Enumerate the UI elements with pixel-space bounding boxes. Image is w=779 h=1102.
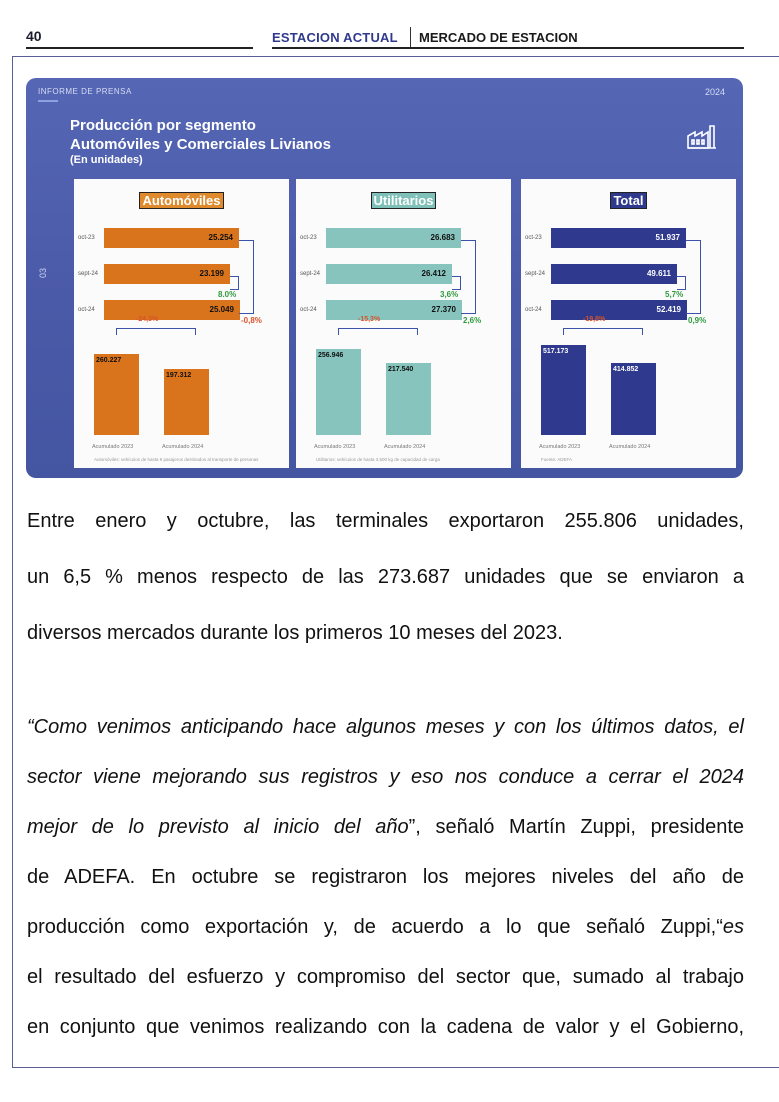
segment-panel-title	[521, 192, 736, 210]
text-line	[27, 716, 744, 739]
accumulated-change: -24,3%	[136, 316, 159, 323]
text-line: Entre enero y octubre, las terminales exportaron 255.806 unidades,	[27, 510, 744, 532]
accumulated-bar	[316, 349, 361, 435]
accumulated-change: -19,8%	[583, 316, 606, 323]
text-line: el resultado del esfuerzo y compromiso del sector que, sumado al trabajo	[27, 966, 744, 988]
accumulated-bar	[541, 345, 586, 435]
accumulated-bracket	[338, 328, 418, 335]
text-line: en conjunto que venimos realizando con la cadena de valor y el Gobierno,	[27, 1016, 744, 1038]
report-tag-underline	[38, 100, 58, 102]
month-bar	[326, 300, 462, 320]
text-line: un 6,5 % menos respecto de las 273.687 unidades que se enviaron a	[27, 566, 744, 588]
month-bar-value: 25.254	[208, 233, 233, 242]
mom-connector	[452, 276, 461, 290]
segment-title-label: Total	[610, 192, 646, 209]
header-rule-right	[272, 47, 744, 49]
accumulated-bracket	[563, 328, 643, 335]
month-bar	[104, 300, 240, 320]
accumulated-label: Acumulado 2024	[384, 444, 426, 450]
segment-panel-title	[296, 192, 511, 210]
month-bar-value: 49.611	[646, 269, 671, 278]
accumulated-change: -15,3%	[358, 316, 381, 323]
month-bar-value: 25.049	[209, 305, 234, 314]
accumulated-value: 217.540	[388, 366, 414, 373]
body-text: producción como exportación y, de acuerdo a lo que señaló Zuppi,“	[27, 916, 723, 938]
month-bar	[551, 300, 687, 320]
text-line: de ADEFA. En octubre se registraron los mejores niveles del año de	[27, 866, 744, 888]
month-bar	[104, 264, 230, 284]
report-year: 2024	[704, 87, 725, 97]
accumulated-label: Acumulado 2024	[162, 444, 204, 450]
page-frame-left	[12, 56, 13, 1068]
segment-panel-title	[74, 192, 289, 210]
attribution-text: ”, señaló Martín Zuppi, presidente	[408, 816, 745, 838]
month-bar	[104, 228, 239, 248]
press-report-figure	[26, 78, 743, 478]
report-tag: INFORME DE PRENSA	[38, 87, 132, 96]
report-subtitle: (En unidades)	[70, 154, 143, 166]
panel-footnote: Automóviles: vehículos de hasta 9 pasajeros destinados al transporte de personas	[94, 457, 259, 462]
month-label: oct-23	[525, 235, 542, 241]
yoy-connector	[461, 240, 476, 314]
text-line	[27, 816, 744, 839]
factory-icon	[686, 122, 718, 150]
page-frame-bottom	[12, 1067, 779, 1068]
page-number: 40	[26, 28, 42, 44]
quote-text: mejor de lo previsto al inicio del año	[27, 816, 409, 838]
month-bar	[326, 228, 461, 248]
accumulated-label: Acumulado 2024	[609, 444, 651, 450]
header-separator	[410, 27, 411, 47]
report-title	[70, 116, 331, 154]
month-bar-value: 26.683	[430, 233, 455, 242]
month-bar-value: 27.370	[431, 305, 456, 314]
mom-connector	[230, 276, 239, 290]
quote-text: “Como venimos anticipando hace algunos meses y con los últimos datos, el	[27, 716, 744, 738]
yoy-connector	[686, 240, 701, 314]
month-bar	[551, 264, 677, 284]
accumulated-label: Acumulado 2023	[539, 444, 581, 450]
month-label: sept-24	[78, 271, 99, 277]
yoy-change: 0,9%	[688, 316, 707, 325]
yoy-change: -0,8%	[241, 316, 262, 325]
report-side-number: 03	[38, 267, 49, 279]
accumulated-value: 517.173	[543, 348, 569, 355]
report-title-line2: Automóviles y Comerciales Livianos	[70, 136, 331, 153]
segment-title-label: Automóviles	[139, 192, 223, 209]
month-bar	[551, 228, 686, 248]
month-label: sept-24	[300, 271, 321, 277]
segment-title-label: Utilitarios	[371, 192, 437, 209]
month-bar-value: 52.419	[656, 305, 681, 314]
segment-panel	[296, 179, 511, 468]
accumulated-bar	[164, 369, 209, 435]
panel-footnote: Utilitarios: vehículos de hasta 3.500 kg de capacidad de carga	[316, 457, 440, 462]
month-bar-value: 51.937	[655, 233, 680, 242]
yoy-change: 2,6%	[463, 316, 482, 325]
accumulated-bracket	[116, 328, 196, 335]
mom-connector	[677, 276, 686, 290]
accumulated-label: Acumulado 2023	[314, 444, 356, 450]
text-line	[27, 916, 744, 939]
subsection-title: MERCADO DE ESTACION	[419, 30, 578, 45]
header-rule-left	[26, 47, 253, 49]
mom-change: 3,6%	[440, 290, 459, 299]
accumulated-bar	[386, 363, 431, 435]
month-bar-value: 23.199	[199, 269, 224, 278]
report-title-line1: Producción por segmento	[70, 117, 256, 134]
section-title: ESTACION ACTUAL	[272, 30, 398, 45]
mom-change: 8.0%	[218, 290, 237, 299]
mom-change: 5,7%	[665, 290, 684, 299]
yoy-connector	[239, 240, 254, 314]
accumulated-value: 260.227	[96, 357, 122, 364]
quote-text: es	[722, 916, 744, 938]
text-line: diversos mercados durante los primeros 10 meses del 2023.	[27, 622, 563, 644]
month-label: oct-23	[300, 235, 317, 241]
text-line	[27, 766, 744, 789]
page-frame-top	[12, 56, 779, 57]
month-label: oct-24	[525, 307, 542, 313]
month-label: oct-23	[78, 235, 95, 241]
month-bar	[326, 264, 452, 284]
accumulated-bar	[94, 354, 139, 435]
accumulated-value: 256.946	[318, 352, 344, 359]
accumulated-bar	[611, 363, 656, 435]
panel-footnote: Fuente: ADEFA	[541, 457, 573, 462]
segment-panel	[74, 179, 289, 468]
accumulated-value: 414.852	[613, 366, 639, 373]
month-label: oct-24	[78, 307, 95, 313]
month-label: sept-24	[525, 271, 546, 277]
month-label: oct-24	[300, 307, 317, 313]
accumulated-value: 197.312	[166, 372, 192, 379]
quote-text: sector viene mejorando sus registros y eso nos conduce a cerrar el 2024	[27, 766, 744, 788]
segment-panel	[521, 179, 736, 468]
accumulated-label: Acumulado 2023	[92, 444, 134, 450]
month-bar-value: 26.412	[421, 269, 446, 278]
